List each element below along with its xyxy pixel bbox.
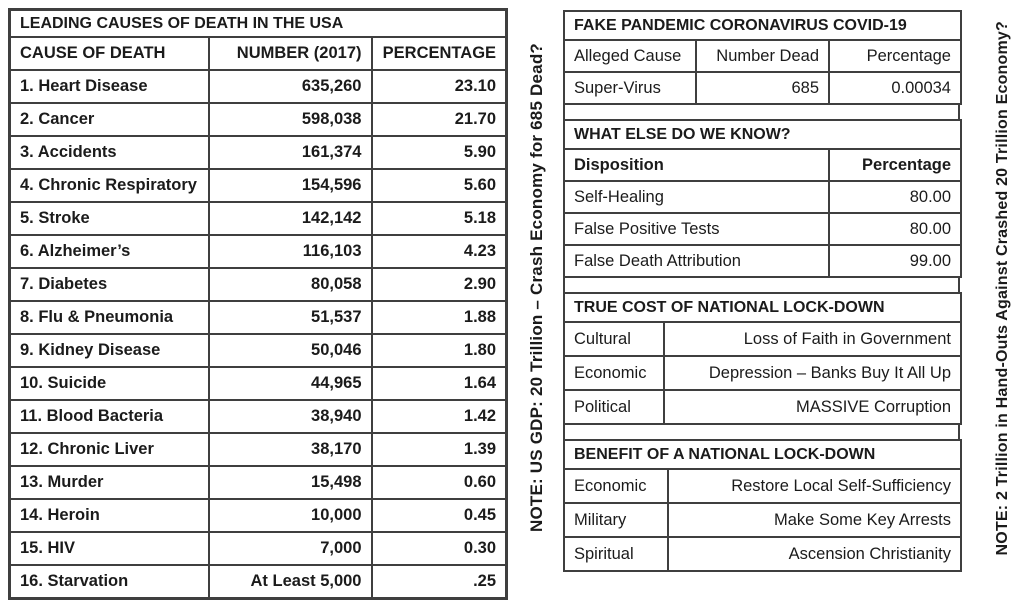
lockdown-benefit-table [563,439,962,572]
table-cell: 14. Heroin [10,499,209,532]
table-row [10,334,507,367]
table-cell: 685 [696,72,829,104]
table-cell: Super-Virus [564,72,696,104]
table-cell: 80.00 [829,181,961,213]
table-row [564,72,961,104]
gdp-note-text: NOTE: US GDP: 20 Trillion – Crash Economy for 685 Dead? [527,43,546,533]
table-cell: False Positive Tests [564,213,829,245]
table-cell: 21.70 [372,103,507,136]
col-header-number: NUMBER (2017) [209,37,372,70]
table-row [10,301,507,334]
what-else-header-row [564,149,961,181]
table-cell: Restore Local Self-Sufficiency [668,469,961,503]
table-cell: 7,000 [209,532,372,565]
covid-title: FAKE PANDEMIC CORONAVIRUS COVID-19 [564,11,961,40]
table-cell: 1.88 [372,301,507,334]
table-cell: 80.00 [829,213,961,245]
col-header-disposition: Disposition [564,149,829,181]
covid-table [563,10,962,105]
table-cell: 8. Flu & Pneumonia [10,301,209,334]
table-spacer [563,105,960,119]
lockdown-cost-title: TRUE COST OF NATIONAL LOCK-DOWN [564,293,961,322]
table-cell: 1.39 [372,433,507,466]
table-cell: Cultural [564,322,664,356]
table-cell: 50,046 [209,334,372,367]
table-cell: 13. Murder [10,466,209,499]
table-cell: .25 [372,565,507,599]
table-spacer [563,278,960,292]
table-cell: Make Some Key Arrests [668,503,961,537]
table-cell: False Death Attribution [564,245,829,277]
table-cell: Loss of Faith in Government [664,322,961,356]
leading-causes-body [10,70,507,599]
table-row [10,499,507,532]
table-cell: 6. Alzheimer’s [10,235,209,268]
table-cell: 5. Stroke [10,202,209,235]
lockdown-cost-table [563,292,962,425]
table-cell: 5.60 [372,169,507,202]
table-row [10,70,507,103]
table-cell: 7. Diabetes [10,268,209,301]
table-row [10,103,507,136]
handouts-note-text: NOTE: 2 Trillion in Hand-Outs Against Crashed 20 Trillion Economy? [994,20,1011,556]
table-cell: 0.60 [372,466,507,499]
table-cell: 15,498 [209,466,372,499]
table-row [10,268,507,301]
leading-causes-title: LEADING CAUSES OF DEATH IN THE USA [10,10,507,38]
covid-body [564,72,961,104]
table-row [10,466,507,499]
table-cell: Spiritual [564,537,668,571]
table-row [10,433,507,466]
table-row [564,181,961,213]
table-row [10,136,507,169]
covid-title-row [564,11,961,40]
table-cell: 44,965 [209,367,372,400]
leading-causes-table [8,8,508,600]
table-cell: 5.18 [372,202,507,235]
table-cell: 51,537 [209,301,372,334]
table-cell: 0.45 [372,499,507,532]
col-header-percentage: PERCENTAGE [372,37,507,70]
table-row [10,532,507,565]
what-else-body [564,181,961,277]
col-header-know-percentage: Percentage [829,149,961,181]
table-cell: 9. Kidney Disease [10,334,209,367]
table-cell: 598,038 [209,103,372,136]
table-cell: 1.42 [372,400,507,433]
table-row [564,390,961,424]
table-row [564,503,961,537]
table-cell: 99.00 [829,245,961,277]
leading-causes-header-row [10,37,507,70]
table-cell: 4.23 [372,235,507,268]
table-row [10,400,507,433]
table-cell: Depression – Banks Buy It All Up [664,356,961,390]
table-row [564,245,961,277]
covid-header-row [564,40,961,72]
lockdown-benefit-title-row [564,440,961,469]
what-else-title: WHAT ELSE DO WE KNOW? [564,120,961,149]
table-cell: 5.90 [372,136,507,169]
lockdown-benefit-title: BENEFIT OF A NATIONAL LOCK-DOWN [564,440,961,469]
table-row [564,213,961,245]
table-row [564,356,961,390]
col-header-alleged-cause: Alleged Cause [564,40,696,72]
table-cell: 12. Chronic Liver [10,433,209,466]
table-cell: 635,260 [209,70,372,103]
table-cell: Military [564,503,668,537]
table-cell: 116,103 [209,235,372,268]
what-else-table [563,119,962,278]
lockdown-cost-body [564,322,961,424]
table-cell: 11. Blood Bacteria [10,400,209,433]
table-cell: 1. Heart Disease [10,70,209,103]
table-cell: Self-Healing [564,181,829,213]
table-cell: 1.80 [372,334,507,367]
table-cell: 142,142 [209,202,372,235]
handouts-note [984,0,1022,576]
table-row [564,537,961,571]
table-cell: 38,940 [209,400,372,433]
table-row [10,565,507,599]
table-cell: Political [564,390,664,424]
table-cell: Ascension Christianity [668,537,961,571]
table-cell: Economic [564,469,668,503]
table-cell: 10,000 [209,499,372,532]
col-header-number-dead: Number Dead [696,40,829,72]
table-row [10,235,507,268]
what-else-title-row [564,120,961,149]
lockdown-cost-title-row [564,293,961,322]
table-cell: 38,170 [209,433,372,466]
table-cell: 10. Suicide [10,367,209,400]
table-cell: 4. Chronic Respiratory [10,169,209,202]
table-cell: 1.64 [372,367,507,400]
table-cell: MASSIVE Corruption [664,390,961,424]
table-cell: Economic [564,356,664,390]
table-row [10,202,507,235]
table-spacer [563,425,960,439]
table-cell: 3. Accidents [10,136,209,169]
table-row [564,469,961,503]
gdp-note [516,0,558,576]
lockdown-benefit-body [564,469,961,571]
table-cell: 161,374 [209,136,372,169]
leading-causes-title-row [10,10,507,38]
table-cell: 80,058 [209,268,372,301]
table-cell: 16. Starvation [10,565,209,599]
table-cell: 0.30 [372,532,507,565]
table-cell: 15. HIV [10,532,209,565]
table-cell: 154,596 [209,169,372,202]
table-cell: 2. Cancer [10,103,209,136]
col-header-covid-percentage: Percentage [829,40,961,72]
table-row [564,322,961,356]
col-header-cause: CAUSE OF DEATH [10,37,209,70]
table-cell: At Least 5,000 [209,565,372,599]
table-cell: 23.10 [372,70,507,103]
table-row [10,169,507,202]
table-row [10,367,507,400]
right-column [563,10,960,572]
table-cell: 2.90 [372,268,507,301]
table-cell: 0.00034 [829,72,961,104]
